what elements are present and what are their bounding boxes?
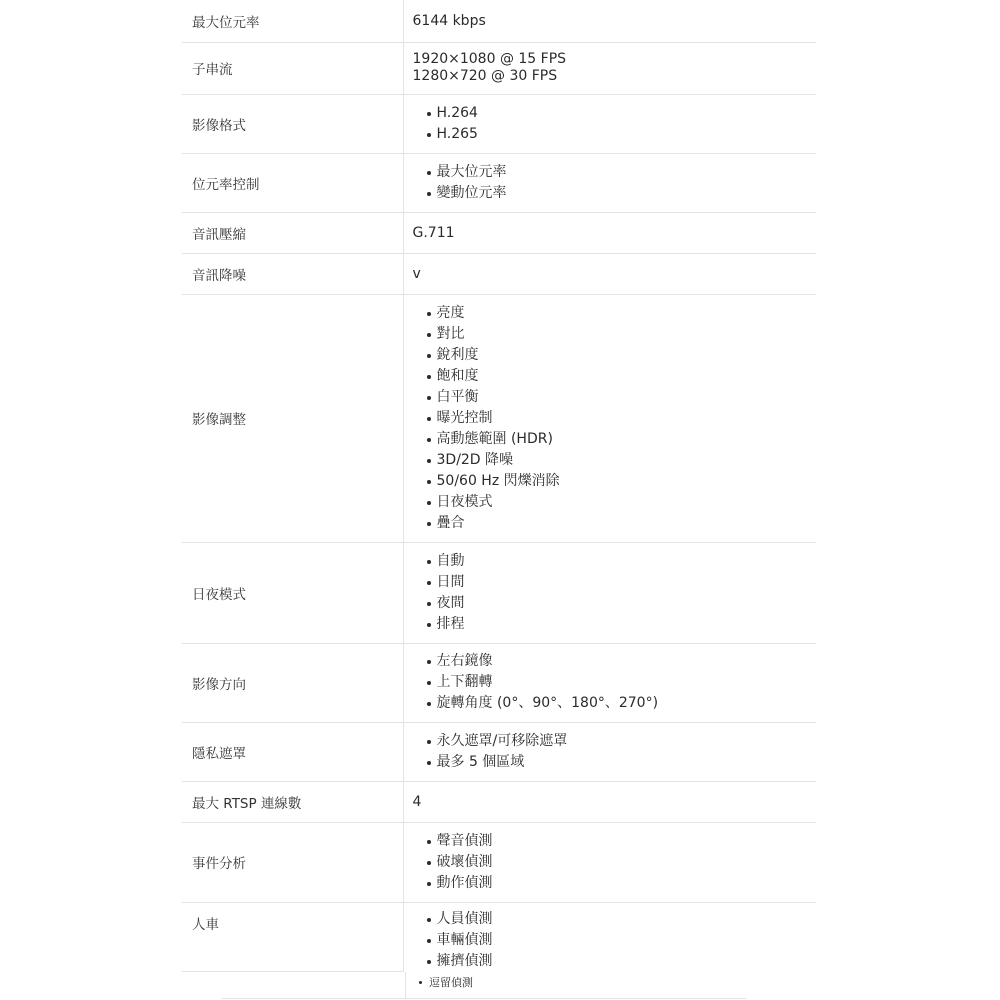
row-value [403, 294, 816, 542]
row-value [403, 902, 816, 972]
row-value-line: 1280×720 @ 30 FPS [412, 68, 558, 84]
list-item: 排程 [427, 614, 817, 635]
list-item: 動作偵測 [427, 873, 817, 894]
bullet-list [413, 303, 817, 534]
list-item: H.265 [427, 124, 817, 145]
table-row [182, 542, 816, 643]
row-value: G.711 [403, 212, 816, 253]
row-label: 最大 RTSP 連線數 [182, 781, 403, 822]
table-row [182, 0, 816, 42]
list-item: 變動位元率 [427, 183, 817, 204]
list-item: 上下翻轉 [427, 672, 817, 693]
list-item: 自動 [427, 551, 817, 572]
bullet-list [413, 162, 817, 204]
bullet-list [413, 731, 817, 773]
bullet-list [413, 651, 817, 714]
list-item: 白平衡 [427, 387, 817, 408]
list-item: 日夜模式 [427, 492, 817, 513]
list-item: 車輛偵測 [427, 930, 817, 951]
table-row [182, 722, 816, 781]
bullet-list [419, 974, 473, 992]
list-item: 聲音偵測 [427, 831, 817, 852]
table-row [182, 212, 816, 253]
list-item: 人員偵測 [427, 909, 817, 930]
row-value [403, 153, 816, 212]
row-label: 影像方向 [182, 643, 403, 722]
row-value: 6144 kbps [403, 0, 816, 42]
list-item: 最大位元率 [427, 162, 817, 183]
list-item: 銳利度 [427, 345, 817, 366]
list-item: 對比 [427, 324, 817, 345]
table-row [182, 781, 816, 822]
list-item: 最多 5 個區域 [427, 752, 817, 773]
table-row [182, 822, 816, 902]
list-item: 擁擠偵測 [427, 951, 817, 972]
bullet-list [413, 551, 817, 635]
row-value [403, 94, 816, 153]
row-label: 最大位元率 [182, 0, 403, 42]
list-item: 50/60 Hz 閃爍消除 [427, 471, 817, 492]
row-value [403, 42, 816, 94]
row-label: 影像格式 [182, 94, 403, 153]
list-item: H.264 [427, 103, 817, 124]
list-item: 3D/2D 降噪 [427, 450, 817, 471]
table-row [182, 42, 816, 94]
overflow-row [222, 972, 746, 999]
row-label: 事件分析 [182, 822, 403, 902]
table-row [182, 902, 816, 972]
list-item: 破壞偵測 [427, 852, 817, 873]
row-value [403, 822, 816, 902]
row-label: 位元率控制 [182, 153, 403, 212]
spec-table [182, 0, 816, 972]
row-value-line: 1920×1080 @ 15 FPS [412, 51, 567, 67]
row-value [403, 643, 816, 722]
row-label: 隱私遮罩 [182, 722, 403, 781]
row-label: 人車 [182, 902, 403, 972]
row-label: 音訊壓縮 [182, 212, 403, 253]
table-row [182, 253, 816, 294]
list-item: 夜間 [427, 593, 817, 614]
row-label: 子串流 [182, 42, 403, 94]
list-item: 高動態範圍 (HDR) [427, 429, 817, 450]
table-row [182, 294, 816, 542]
row-label: 影像調整 [182, 294, 403, 542]
row-value: v [403, 253, 816, 294]
list-item: 飽和度 [427, 366, 817, 387]
bullet-list [413, 909, 817, 972]
list-item: 疊合 [427, 513, 817, 534]
list-item: 左右鏡像 [427, 651, 817, 672]
row-label: 音訊降噪 [182, 253, 403, 294]
row-value: 4 [403, 781, 816, 822]
list-item: 亮度 [427, 303, 817, 324]
table-row [182, 94, 816, 153]
list-item: 日間 [427, 572, 817, 593]
table-row [182, 153, 816, 212]
bullet-list [413, 831, 817, 894]
row-value [403, 722, 816, 781]
column-divider [405, 972, 406, 998]
list-item: 曝光控制 [427, 408, 817, 429]
list-item: 旋轉角度 (0°、90°、180°、270°) [427, 693, 817, 714]
bullet-list [413, 103, 817, 145]
row-value [403, 542, 816, 643]
list-item: 逗留偵測 [419, 974, 473, 992]
list-item: 永久遮罩/可移除遮罩 [427, 731, 817, 752]
row-label: 日夜模式 [182, 542, 403, 643]
table-row [182, 643, 816, 722]
